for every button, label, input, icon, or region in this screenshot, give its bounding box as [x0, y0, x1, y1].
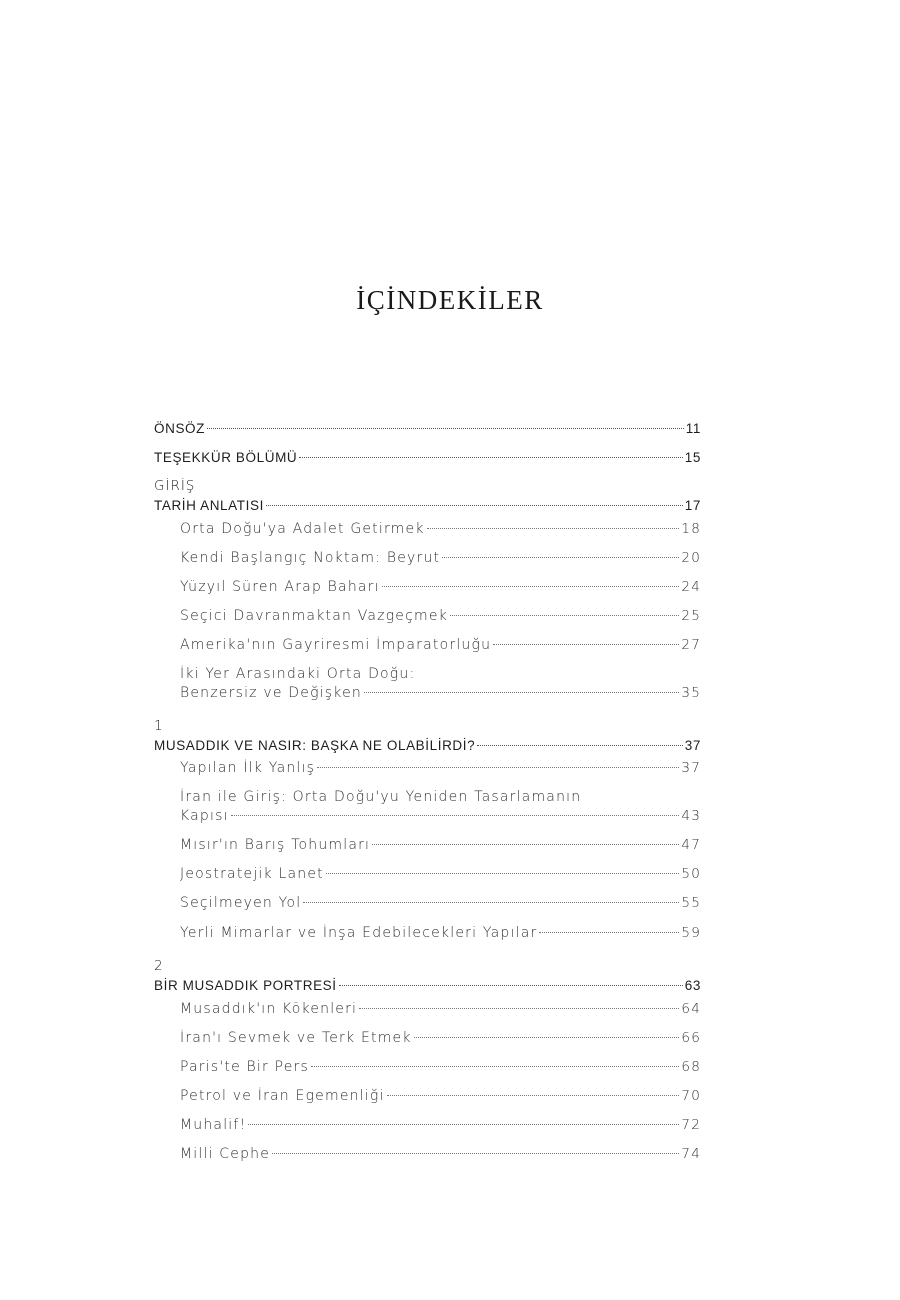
dot-leader [382, 586, 680, 587]
toc-entry-label: Benzersiz ve Değişken [180, 685, 362, 701]
toc-entry-label: İran'ı Sevmek ve Terk Etmek [180, 1030, 412, 1046]
toc-entry-label: Milli Cephe [180, 1146, 271, 1162]
toc-entry-label: Seçici Davranmaktan Vazgeçmek [180, 608, 448, 624]
dot-leader [311, 1066, 679, 1067]
dot-leader [339, 985, 683, 986]
toc-entry-page: 50 [681, 866, 701, 882]
toc-entry-label: BİR MUSADDIK PORTRESİ [154, 978, 337, 993]
toc-chapter-number: 1 [154, 718, 164, 734]
dot-leader [248, 1124, 679, 1125]
dot-leader [326, 873, 680, 874]
toc-entry-line2 [180, 684, 701, 703]
toc-entry-label: Paris'te Bir Pers [180, 1059, 310, 1075]
toc-entry [154, 736, 701, 756]
dot-leader [359, 1008, 679, 1009]
dot-leader [372, 844, 679, 845]
toc-entry-page: 27 [681, 637, 701, 653]
toc-subentry[interactable] [154, 759, 701, 778]
toc-entry [154, 976, 701, 996]
toc-entry-label: Mısır'ın Barış Tohumları [180, 837, 371, 853]
toc-entry-page: 20 [681, 550, 701, 566]
toc-entry-page: 43 [681, 808, 701, 824]
dot-leader [450, 615, 679, 616]
toc-entry-page: 11 [685, 421, 701, 436]
toc-entry-page: 24 [681, 579, 701, 595]
toc-entry-page: 55 [681, 895, 701, 911]
toc-subentry[interactable] [154, 1087, 701, 1106]
toc-entry-label: Kapısı [180, 808, 229, 824]
toc-entry-label: TEŞEKKÜR BÖLÜMÜ [154, 450, 298, 465]
dot-leader [477, 745, 683, 746]
toc-entry [154, 496, 701, 516]
dot-leader [266, 505, 683, 506]
dot-leader [364, 692, 679, 693]
dot-leader [299, 457, 683, 458]
toc-entry-onsoz[interactable] [154, 419, 701, 439]
toc-subentry[interactable] [154, 865, 701, 884]
page-title: İÇİNDEKİLER [356, 285, 544, 315]
toc-chapter-1[interactable] [154, 717, 701, 756]
dot-leader [427, 528, 680, 529]
toc-entry-label: Kendi Başlangıç Noktam: Beyrut [180, 550, 441, 566]
toc-entry-page: 25 [681, 608, 701, 624]
toc-subentry[interactable] [154, 788, 701, 826]
toc-entry-page: 37 [681, 760, 701, 776]
toc-entry-page: 37 [684, 738, 701, 753]
toc-entry-page: 74 [681, 1146, 701, 1162]
toc-entry-label: Seçilmeyen Yol [180, 895, 302, 911]
dot-leader [493, 644, 679, 645]
toc-entry-label: MUSADDIK VE NASIR: BAŞKA NE OLABİLİRDİ? [154, 738, 476, 753]
toc-subentry[interactable] [154, 549, 701, 568]
toc-section-giris[interactable] [154, 477, 701, 516]
toc-chapter-2[interactable] [154, 957, 701, 996]
toc-entry-label: Jeostratejik Lanet [180, 866, 324, 882]
toc-subentry[interactable] [154, 578, 701, 597]
toc-subentry[interactable] [154, 636, 701, 655]
toc-entry-label-line1: İran ile Giriş: Orta Doğu'yu Yeniden Tasarlamanın [180, 789, 582, 805]
toc-entry-page: 68 [681, 1059, 701, 1075]
toc-entry-page: 63 [684, 978, 701, 993]
toc-entry-page: 18 [681, 521, 701, 537]
toc-subentry[interactable] [154, 607, 701, 626]
toc-entry-page: 70 [681, 1088, 701, 1104]
toc-entry-label: ÖNSÖZ [154, 421, 206, 436]
toc-subentry[interactable] [154, 520, 701, 539]
toc-entry-label: TARİH ANLATISI [154, 498, 264, 513]
toc-entry-label: Muhalif! [180, 1117, 247, 1133]
toc-entry-label: Yapılan İlk Yanlış [180, 760, 316, 776]
toc-entry-label: Yüzyıl Süren Arap Baharı [180, 579, 380, 595]
toc-entry-page: 72 [681, 1117, 701, 1133]
toc-entry-label: Petrol ve İran Egemenliği [180, 1088, 385, 1104]
toc-subentry[interactable] [154, 665, 701, 703]
dot-leader [414, 1037, 680, 1038]
toc-section-kicker: GİRİŞ [154, 478, 196, 494]
toc-subentry[interactable] [154, 894, 701, 913]
toc-entry-page: 35 [681, 685, 701, 701]
toc-entry-page: 15 [684, 450, 701, 465]
dot-leader [387, 1095, 680, 1096]
toc-chapter-number: 2 [154, 958, 164, 974]
toc-entry-label-line1: İki Yer Arasındaki Orta Doğu: [180, 666, 416, 682]
toc-entry-page: 17 [684, 498, 701, 513]
toc-entry-page: 47 [681, 837, 701, 853]
toc-entry-tesekkur[interactable] [154, 448, 701, 468]
toc-subentry[interactable] [154, 836, 701, 855]
toc-subentry[interactable] [154, 1029, 701, 1048]
dot-leader [539, 932, 679, 933]
toc-entry-label: Musaddık'ın Kökenleri [180, 1001, 358, 1017]
dot-leader [231, 815, 680, 816]
toc-entry-page: 66 [681, 1030, 701, 1046]
dot-leader [442, 557, 679, 558]
dot-leader [272, 1153, 679, 1154]
toc-subentry[interactable] [154, 1000, 701, 1019]
toc-subentry[interactable] [154, 1116, 701, 1135]
toc-entry-label: Yerli Mimarlar ve İnşa Edebilecekleri Yapılar [180, 925, 538, 941]
toc-subentry[interactable] [154, 1145, 701, 1164]
toc-subentry[interactable] [154, 1058, 701, 1077]
dot-leader [317, 767, 679, 768]
toc-entry-label: Orta Doğu'ya Adalet Getirmek [180, 521, 425, 537]
toc-subentry[interactable] [154, 924, 701, 943]
toc-entry-line2 [180, 807, 701, 826]
toc-entry-page: 59 [681, 925, 701, 941]
dot-leader [207, 428, 684, 429]
toc-entry-label: Amerika'nın Gayriresmi İmparatorluğu [180, 637, 492, 653]
dot-leader [303, 902, 679, 903]
toc-entry-page: 64 [681, 1001, 701, 1017]
